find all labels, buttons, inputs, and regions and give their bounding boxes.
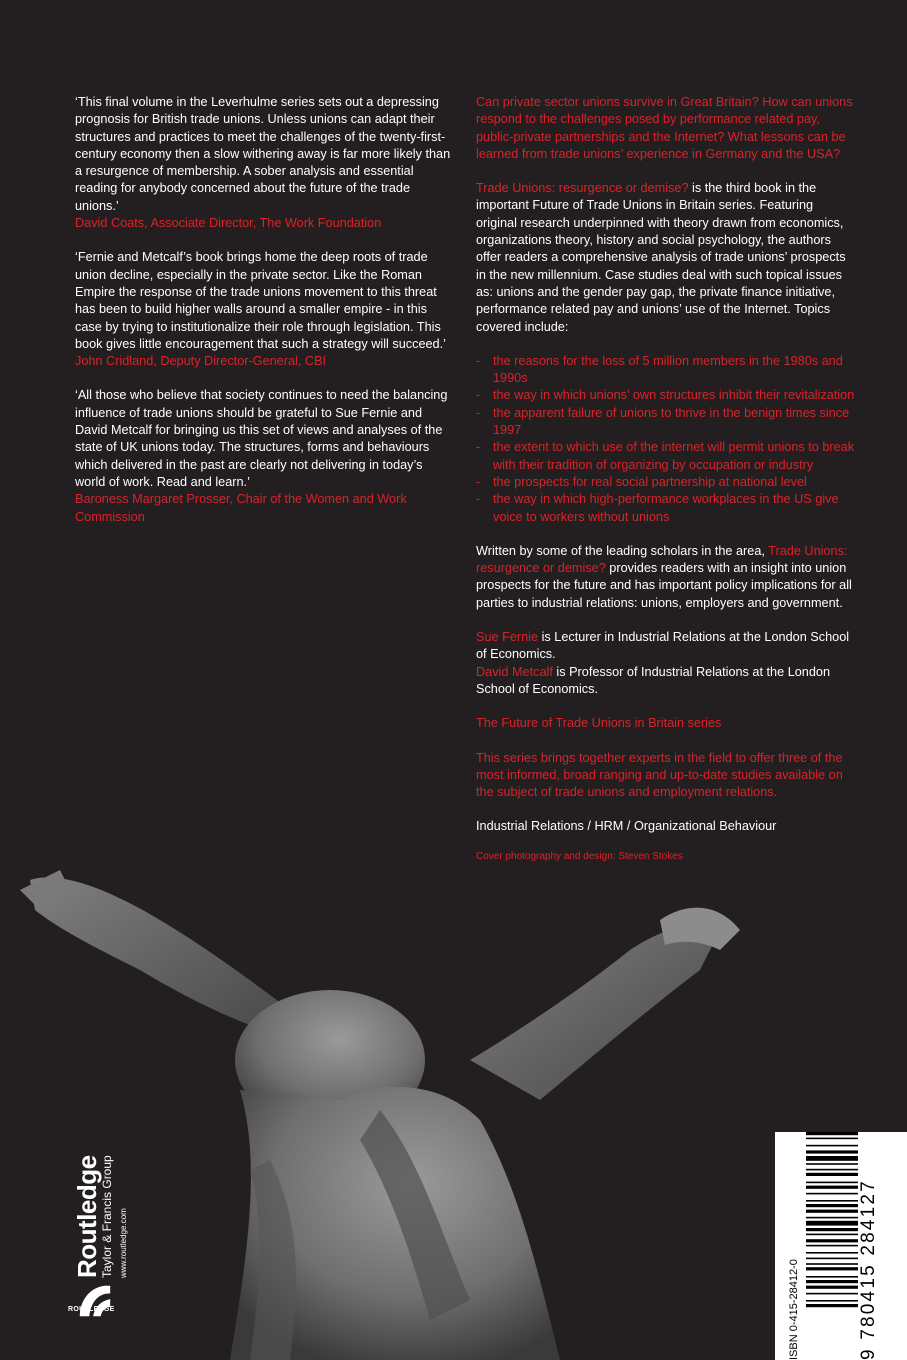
series-title: The Future of Trade Unions in Britain series: [476, 716, 722, 731]
barcode-bar: [806, 1228, 858, 1231]
barcode-bar: [806, 1276, 858, 1278]
list-item: - the prospects for real social partnership at national level: [476, 474, 856, 491]
author-bio: [476, 664, 856, 699]
review-attribution: David Coats, Associate Director, The Work Foundation: [75, 216, 382, 231]
review-text: ‘This final volume in the Leverhulme series sets out a depressing prognosis for British trade unions. Unless unions can adapt their structures and practices to meet the challenges of the twenty-first-century economy then a slow withering away is far more likely than a resurgence of membership. A sober analysis and essential reading for anybody concerned about the future of the trade unions.’: [75, 95, 451, 213]
publisher-group: Taylor & Francis Group: [100, 1155, 114, 1278]
barcode-bar: [806, 1221, 858, 1226]
barcode-bar: [806, 1156, 858, 1161]
review-attribution: Baroness Margaret Prosser, Chair of the Women and Work Commission: [75, 492, 407, 524]
barcode-bar: [806, 1245, 858, 1247]
publisher-logo-label: ROUTLEDGE: [68, 1306, 115, 1313]
list-item: - the reasons for the loss of 5 million members in the 1980s and 1990s: [476, 353, 856, 388]
barcode-bar: [806, 1217, 858, 1219]
review-attribution: John Cridland, Deputy Director-General, CBI: [75, 354, 327, 369]
barcode-bar: [806, 1163, 858, 1165]
reviews-column: [75, 94, 455, 543]
barcode-bar: [806, 1150, 858, 1153]
list-item: - the way in which unions’ own structures inhibit their revitalization: [476, 387, 856, 404]
publisher-block: [68, 1150, 138, 1320]
barcode-bar: [806, 1280, 858, 1283]
ean-number: 9 780415 284127: [858, 1179, 879, 1360]
barcode-bar: [806, 1132, 858, 1135]
subject-categories: Industrial Relations / HRM / Organizational Behaviour: [476, 819, 777, 834]
barcode-bar: [806, 1200, 858, 1202]
review-quote: [75, 94, 455, 232]
barcode-bar: [806, 1169, 858, 1171]
barcode-bar: [806, 1263, 858, 1265]
list-item: - the extent to which use of the internet will permit unions to break with their tradition of organizing by occupation or industry: [476, 439, 856, 474]
barcode-bar: [806, 1145, 858, 1147]
topics-list: [476, 353, 856, 526]
publisher-name: Routledge: [72, 1155, 102, 1278]
barcode-bar: [806, 1193, 858, 1195]
series-description: This series brings together experts in the field to offer three of the most informed, broad ranging and up-to-date studies available on the subject of trade unions and employment relations.: [476, 750, 843, 800]
blurb-column: [476, 94, 856, 864]
barcode-bar: [806, 1186, 858, 1189]
cover-credit: Cover photography and design: Steven Stokes: [476, 850, 683, 862]
book-title: Trade Unions: resurgence or demise?: [476, 181, 689, 196]
barcode-bar: [806, 1258, 858, 1260]
intro-paragraph: [476, 180, 856, 336]
author-bio: [476, 629, 856, 664]
barcode-bar: [806, 1210, 858, 1213]
barcode-bar: [806, 1267, 858, 1270]
written-by-paragraph: [476, 543, 856, 612]
review-quote: [75, 387, 455, 525]
written-post: provides readers with an insight into union prospects for the future and has important policy implications for all parties to industrial relations: unions, employers and government.: [476, 561, 852, 610]
publisher-logo: [68, 1150, 138, 1320]
barcode-icon: [806, 1132, 858, 1360]
isbn-number: ISBN 0-415-28412-0: [788, 1259, 800, 1360]
barcode-bar: [806, 1286, 858, 1289]
barcode-bar: [806, 1252, 858, 1254]
book-title: Trade Unions: resurgence or demise?: [476, 543, 848, 576]
barcode-bar: [806, 1239, 858, 1242]
barcode-bar: [806, 1173, 858, 1176]
barcode-bar: [806, 1234, 858, 1236]
list-item: - the way in which high-performance workplaces in the US give voice to workers without unions: [476, 491, 856, 526]
review-text: ‘Fernie and Metcalf’s book brings home the deep roots of trade union decline, especially in the private sector. Like the Roman Empire the response of the trade unions movement to this threat has been to build higher walls around a smaller empire - in this case by trying to institutionalize their role through legislation. This book gives little encouragement that such a strategy will succeed.’: [75, 250, 446, 351]
barcode-bar: [806, 1138, 858, 1140]
publisher-url: www.routledge.com: [119, 1208, 128, 1278]
list-item: - the apparent failure of unions to thrive in the benign times since 1997: [476, 405, 856, 440]
author-name: David Metcalf: [476, 664, 553, 679]
key-questions: Can private sector unions survive in Great Britain? How can unions respond to the challenges posed by performance related pay, public-private partnerships and the Internet? What lessons can be learned from trade unions’ experience in Germany and the USA?: [476, 95, 853, 161]
author-desc: is Professor of Industrial Relations at the London School of Economics.: [476, 664, 831, 696]
author-desc: is Lecturer in Industrial Relations at the London School of Economics.: [476, 630, 850, 662]
intro-text: is the third book in the important Future of Trade Unions in Britain series. Featuring original research underpinned with theory drawn from economics, organizations theory, history and social psychology, the authors offer readers a comprehensive analysis of trade unions’ prospects in the new millennium. Case studies deal with such topical issues as: unions and the gender pay gap, the private finance initiative, performance related pay and unions’ use of the Internet. Topics covered include:: [476, 181, 846, 334]
barcode-bar: [806, 1304, 858, 1307]
review-text: ‘All those who believe that society continues to need the balancing influence of trade unions should be grateful to Sue Fernie and David Metcalf for bringing us this set of views and analyses of the state of UK unions today. The structures, forms and behaviours which delivered in the past are clearly not delivering in today’s world of work. Read and learn.’: [75, 388, 448, 489]
barcode-bar: [806, 1300, 858, 1302]
barcode-bar: [806, 1204, 858, 1207]
written-pre: Written by some of the leading scholars in the area,: [476, 543, 769, 558]
review-quote: [75, 249, 455, 370]
author-name: Sue Fernie: [476, 630, 539, 645]
barcode-bar: [806, 1293, 858, 1295]
routledge-logo-icon: [76, 1282, 114, 1320]
barcode-bar: [806, 1182, 858, 1184]
